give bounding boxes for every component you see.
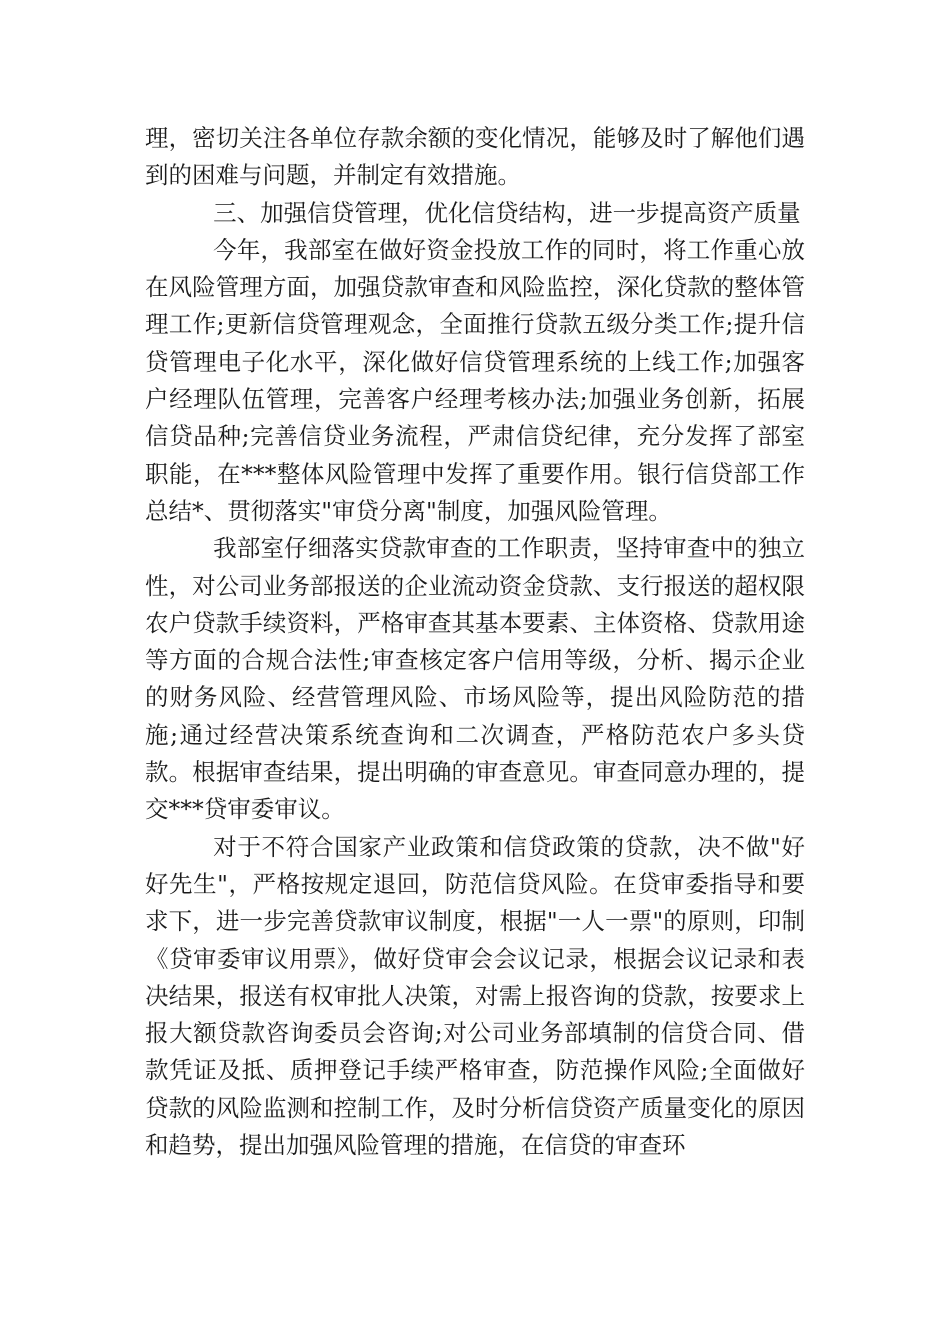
- paragraph-continued: 理，密切关注各单位存款余额的变化情况，能够及时了解他们遇到的困难与问题，并制定有效措施。: [145, 124, 805, 190]
- section-heading: 三、加强信贷管理，优化信贷结构，进一步提高资产质量: [213, 198, 801, 227]
- document-body: [145, 120, 805, 1164]
- paragraph: 对于不符合国家产业政策和信贷政策的贷款，决不做"好好先生"，严格按规定退回，防范信贷风险。在贷审委指导和要求下，进一步完善贷款审议制度，根据"一人一票"的原则，印制《贷审委审议用票》，做好贷审会会议记录，根据会议记录和表决结果，报送有权审批人决策，对需上报咨询的贷款，按要求上报大额贷款咨询委员会咨询;对公司业务部填制的信贷合同、借款凭证及抵、质押登记手续严格审查，防范操作风险;全面做好贷款的风险监测和控制工作，及时分析信贷资产质量变化的原因和趋势，提出加强风险管理的措施，在信贷的审查环: [145, 832, 805, 1160]
- paragraph: 我部室仔细落实贷款审查的工作职责，坚持审查中的独立性，对公司业务部报送的企业流动资金贷款、支行报送的超权限农户贷款手续资料，严格审查其基本要素、主体资格、贷款用途等方面的合规合法性;审查核定客户信用等级，分析、揭示企业的财务风险、经营管理风险、市场风险等，提出风险防范的措施;通过经营决策系统查询和二次调查，严格防范农户多头贷款。根据审查结果，提出明确的审查意见。审查同意办理的，提交***贷审委审议。: [145, 534, 805, 824]
- paragraph: 今年，我部室在做好资金投放工作的同时，将工作重心放在风险管理方面，加强贷款审查和风险监控，深化贷款的整体管理工作;更新信贷管理观念，全面推行贷款五级分类工作;提升信贷管理电子化水平，深化做好信贷管理系统的上线工作;加强客户经理队伍管理，完善客户经理考核办法;加强业务创新，拓展信贷品种;完善信贷业务流程，严肃信贷纪律，充分发挥了部室职能，在***整体风险管理中发挥了重要作用。银行信贷部工作总结*、贯彻落实"审贷分离"制度，加强风险管理。: [145, 235, 805, 525]
